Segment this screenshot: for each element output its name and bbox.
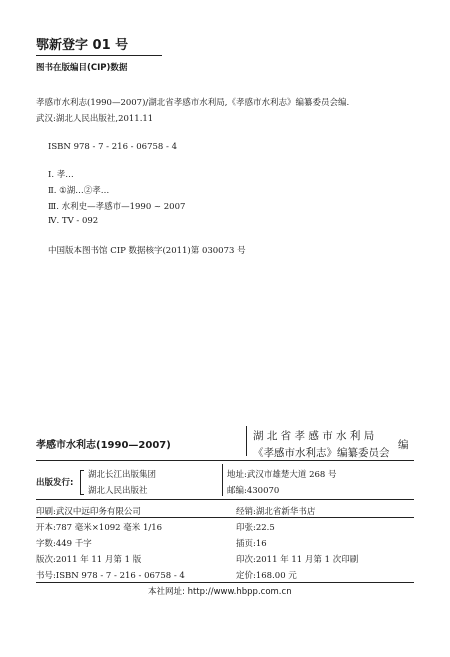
cip-line-2: 武汉:湖北人民出版社,2011.11 (36, 114, 154, 124)
title-divider (246, 426, 247, 456)
publisher-1: 湖北长江出版集团 (88, 470, 157, 480)
cip-isbn: ISBN 978 - 7 - 216 - 06758 - 4 (48, 142, 177, 152)
publisher-divider (222, 464, 223, 496)
cip-library-number: 中国版本图书馆 CIP 数据核字(2011)第 030073 号 (48, 246, 246, 256)
cip-index-3: Ⅲ. 水利史—孝感市—1990 ~ 2007 (48, 202, 186, 212)
cip-index-2: Ⅱ. ①湖…②孝… (48, 186, 110, 196)
edition: 版次:2011 年 11 月第 1 版 (36, 555, 142, 565)
publisher-bracket-bottom (80, 494, 84, 495)
editor-line-1: 湖 北 省 孝 感 市 水 利 局 (253, 430, 375, 442)
editor-suffix: 编 (398, 439, 409, 451)
cip-index-1: Ⅰ. 孝… (48, 170, 74, 180)
publisher-2: 湖北人民出版社 (88, 486, 148, 496)
colophon-rule-lower (36, 517, 414, 518)
postcode: 邮编:430070 (227, 486, 280, 496)
publisher-bracket-top (80, 470, 84, 471)
website: 本社网址: http://www.hbpp.com.cn (148, 587, 292, 597)
book-title: 孝感市水利志(1990—2007) (36, 440, 171, 451)
plates: 插页:16 (236, 539, 267, 549)
book-number: 书号:ISBN 978 - 7 - 216 - 06758 - 4 (36, 571, 185, 581)
format: 开本:787 毫米×1092 毫米 1/16 (36, 523, 163, 533)
publisher-bracket-left (80, 470, 81, 494)
editor-line-2: 《孝感市水利志》编纂委员会 (253, 447, 390, 459)
impression: 印次:2011 年 11 月第 1 次印刷 (236, 555, 359, 565)
distributor: 经销:湖北省新华书店 (236, 507, 316, 517)
sheets: 印张:22.5 (236, 523, 275, 533)
address: 地址:武汉市雄楚大道 268 号 (227, 470, 337, 480)
registration-underline (36, 55, 162, 56)
cip-heading: 图书在版编目(CIP)数据 (36, 63, 128, 73)
printer: 印刷:武汉中远印务有限公司 (36, 507, 141, 517)
publisher-label: 出版发行: (36, 478, 74, 488)
colophon-rule-middle (36, 499, 414, 500)
cip-index-4: Ⅳ. TV - 092 (48, 216, 99, 226)
price: 定价:168.00 元 (236, 571, 297, 581)
colophon-rule-top (36, 460, 414, 461)
words: 字数:449 千字 (36, 539, 92, 549)
cip-line-1: 孝感市水利志(1990—2007)/湖北省孝感市水利局,《孝感市水利志》编纂委员会编. (36, 98, 350, 108)
colophon-rule-bottom (36, 582, 414, 583)
registration-number: 鄂新登字 01 号 (36, 38, 129, 53)
